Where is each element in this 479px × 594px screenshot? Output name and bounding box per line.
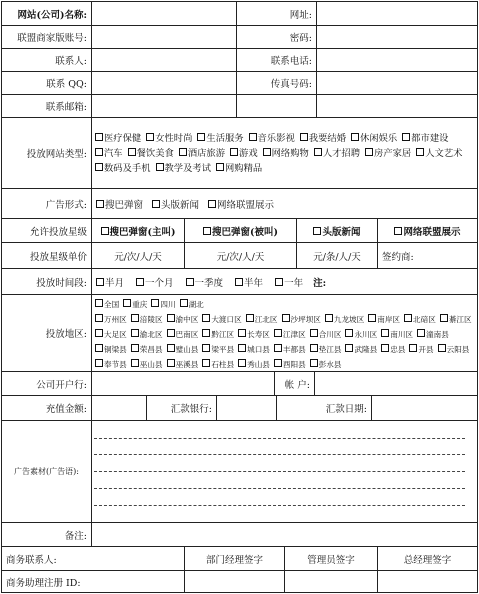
region-option[interactable]: 荣昌县 — [131, 342, 163, 357]
fax-field[interactable] — [317, 72, 477, 94]
biz-contact-label: 商务联系人: — [2, 547, 185, 570]
region-option[interactable]: 四川 — [151, 297, 175, 312]
row-period — [2, 269, 477, 295]
row-email — [2, 95, 477, 118]
checkbox-icon — [96, 200, 104, 208]
site-type-option[interactable]: 人文艺术 — [416, 146, 462, 161]
checkbox-icon — [203, 227, 211, 235]
row-account — [2, 26, 477, 49]
price-cell[interactable]: 元/次/人/天 — [92, 243, 185, 268]
admin-sign-label: 管理员签字 — [285, 547, 378, 570]
region-option[interactable]: 綦江区 — [440, 312, 472, 327]
checkbox-icon — [152, 200, 160, 208]
region-option[interactable]: 全国 — [95, 297, 119, 312]
ad-form-label: 广告形式: — [2, 189, 92, 218]
checkbox-icon — [202, 329, 210, 337]
checkbox-icon — [282, 314, 290, 322]
checkbox-icon — [274, 329, 282, 337]
dept-sign-field[interactable] — [185, 571, 285, 592]
guide-line — [94, 438, 465, 439]
remark-label: 备注: — [2, 523, 92, 546]
checkbox-icon — [416, 148, 424, 156]
gm-sign-field[interactable] — [378, 571, 477, 592]
checkbox-icon — [310, 344, 318, 352]
checkbox-icon — [404, 314, 412, 322]
site-type-option[interactable]: 游戏 — [230, 146, 258, 161]
qq-field[interactable] — [92, 72, 237, 94]
row-qq — [2, 72, 477, 95]
site-url-label: 网址: — [237, 2, 317, 25]
checkbox-icon — [202, 344, 210, 352]
checkbox-icon — [300, 133, 308, 141]
region-option[interactable]: 云阳县 — [438, 342, 470, 357]
region-option[interactable]: 丰都县 — [274, 342, 306, 357]
region-option[interactable]: 南岸区 — [368, 312, 400, 327]
checkbox-icon — [381, 329, 389, 337]
checkbox-icon — [310, 329, 318, 337]
site-type-option[interactable]: 都市建设 — [402, 131, 448, 146]
checkbox-icon — [230, 148, 238, 156]
site-type-option[interactable]: 酒店旅游 — [179, 146, 225, 161]
checkbox-icon — [314, 148, 322, 156]
checkbox-icon — [95, 299, 103, 307]
checkbox-icon — [167, 344, 175, 352]
star-option-cell[interactable]: 头版新闻 — [297, 219, 378, 242]
fax-label: 传真号码: — [237, 72, 317, 94]
checkbox-icon — [365, 148, 373, 156]
checkbox-icon — [440, 314, 448, 322]
site-type-option[interactable]: 生活服务 — [197, 131, 243, 146]
row-site-name — [2, 2, 477, 26]
site-type-options — [92, 118, 477, 188]
checkbox-icon — [275, 278, 283, 286]
checkbox-icon — [238, 344, 246, 352]
checkbox-icon — [131, 344, 139, 352]
amount-label: 充值金额: — [2, 396, 92, 420]
remit-bank-label: 汇款银行: — [147, 396, 217, 420]
site-type-option[interactable]: 医疗保健 — [95, 131, 141, 146]
checkbox-icon — [238, 329, 246, 337]
region-option[interactable]: 永川区 — [345, 327, 377, 342]
region-option[interactable]: 城口县 — [238, 342, 270, 357]
region-option[interactable]: 九龙坡区 — [325, 312, 364, 327]
row-biz-contact — [2, 547, 477, 571]
checkbox-icon — [345, 329, 353, 337]
checkbox-icon — [95, 148, 103, 156]
region-option[interactable]: 铜梁县 — [95, 342, 127, 357]
checkbox-icon — [167, 314, 175, 322]
period-label: 投放时间段: — [2, 269, 92, 294]
row-biz-assist — [2, 571, 477, 592]
checkbox-icon — [96, 278, 104, 286]
price-cell[interactable]: 元/条/人/天 — [297, 243, 378, 268]
guide-line — [94, 454, 465, 455]
site-name-field[interactable] — [92, 2, 237, 25]
signer-label: 签约商: — [382, 251, 414, 263]
checkbox-icon — [95, 163, 103, 171]
row-star-allowed — [2, 219, 477, 243]
checkbox-icon — [402, 133, 410, 141]
checkbox-icon — [136, 278, 144, 286]
region-option[interactable]: 渝北区 — [131, 327, 163, 342]
region-option[interactable]: 大足区 — [95, 327, 127, 342]
contact-label: 联系人: — [2, 49, 92, 71]
guide-line — [94, 471, 465, 472]
region-option[interactable]: 北碚区 — [404, 312, 436, 327]
region-option[interactable]: 合川区 — [310, 327, 342, 342]
account-field[interactable] — [92, 26, 237, 48]
checkbox-icon — [95, 314, 103, 322]
region-option[interactable]: 万州区 — [95, 312, 127, 327]
checkbox-icon — [202, 314, 210, 322]
admin-sign-field[interactable] — [285, 571, 378, 592]
star-option-cell[interactable]: 搜巴弹窗(主叫) — [92, 219, 185, 242]
qq-label: 联系 QQ: — [2, 72, 92, 94]
row-star-price — [2, 243, 477, 269]
password-label: 密码: — [237, 26, 317, 48]
site-type-option[interactable]: 我要结婚 — [300, 131, 346, 146]
region-option[interactable]: 彭水县 — [310, 357, 342, 371]
star-option-cell[interactable]: 网络联盟展示 — [378, 219, 477, 242]
period-option[interactable]: 一年 — [275, 275, 303, 289]
region-option[interactable]: 奉节县 — [95, 357, 127, 371]
checkbox-icon — [368, 314, 376, 322]
checkbox-icon — [310, 359, 318, 367]
account-label: 联盟商家版账号: — [2, 26, 92, 48]
checkbox-icon — [313, 227, 321, 235]
amount-field[interactable] — [92, 396, 147, 420]
region-option[interactable]: 梁平县 — [202, 342, 234, 357]
region-option[interactable]: 江津区 — [274, 327, 306, 342]
email-blank-cell — [237, 95, 317, 117]
star-price-label: 投放星级单价 — [2, 243, 92, 268]
checkbox-icon — [394, 227, 402, 235]
row-ad-form — [2, 189, 477, 219]
site-type-option[interactable]: 数码及手机 — [95, 161, 151, 176]
checkbox-icon — [167, 329, 175, 337]
remit-date-field[interactable] — [372, 396, 477, 420]
region-option[interactable]: 巫溪县 — [167, 357, 199, 371]
region-option[interactable]: 黔江区 — [202, 327, 234, 342]
dept-sign-label: 部门经理签字 — [185, 547, 285, 570]
account-no-label: 帐 户: — [275, 372, 315, 395]
area-label: 投放地区: — [2, 295, 92, 371]
period-option[interactable]: 半年 — [235, 275, 263, 289]
email-field[interactable] — [92, 95, 237, 117]
region-option[interactable]: 潼南县 — [417, 327, 449, 342]
phone-label: 联系电话: — [237, 49, 317, 71]
row-area — [2, 295, 477, 372]
row-remark — [2, 523, 477, 547]
period-options — [92, 269, 477, 294]
row-site-type — [2, 118, 477, 189]
checkbox-icon — [95, 344, 103, 352]
region-option[interactable]: 沙坪坝区 — [282, 312, 321, 327]
row-amount — [2, 396, 477, 421]
price-cell[interactable]: 元/次/人/天 — [185, 243, 297, 268]
checkbox-icon — [156, 163, 164, 171]
checkbox-icon — [208, 200, 216, 208]
checkbox-icon — [325, 314, 333, 322]
period-option[interactable]: 一个月 — [136, 275, 174, 289]
account-no-field[interactable] — [315, 372, 477, 395]
region-option[interactable]: 开县 — [409, 342, 433, 357]
region-option[interactable]: 秀山县 — [238, 357, 270, 371]
password-field[interactable] — [317, 26, 477, 48]
region-option[interactable]: 石柱县 — [202, 357, 234, 371]
checkbox-icon — [197, 133, 205, 141]
row-material — [2, 421, 477, 523]
ad-form-options — [92, 189, 477, 218]
remark-field[interactable] — [92, 523, 477, 546]
area-options — [92, 295, 477, 371]
checkbox-icon — [274, 344, 282, 352]
checkbox-icon — [235, 278, 243, 286]
checkbox-icon — [438, 344, 446, 352]
remit-bank-field[interactable] — [217, 396, 277, 420]
site-name-label: 网站(公司)名称: — [2, 2, 92, 25]
region-option[interactable]: 重庆 — [123, 297, 147, 312]
region-option[interactable]: 江北区 — [246, 312, 278, 327]
site-type-option[interactable]: 人才招聘 — [314, 146, 360, 161]
site-type-option[interactable]: 房产家居 — [365, 146, 411, 161]
checkbox-icon — [95, 359, 103, 367]
checkbox-icon — [131, 359, 139, 367]
ad-form-option[interactable]: 网络联盟展示 — [208, 197, 274, 211]
checkbox-icon — [186, 278, 194, 286]
region-option[interactable]: 璧山县 — [167, 342, 199, 357]
gm-sign-label: 总经理签字 — [403, 554, 452, 566]
site-type-option[interactable]: 音乐影视 — [249, 131, 295, 146]
bank-field[interactable] — [92, 372, 275, 395]
order-form — [1, 1, 478, 593]
region-option[interactable]: 湖北 — [180, 297, 204, 312]
row-contact — [2, 49, 477, 72]
site-type-option[interactable]: 网购精品 — [216, 161, 262, 176]
region-option[interactable]: 涪陵区 — [131, 312, 163, 327]
checkbox-icon — [179, 148, 187, 156]
email-blank-cell-2 — [317, 95, 477, 117]
region-option[interactable]: 武隆县 — [345, 342, 377, 357]
checkbox-icon — [101, 227, 109, 235]
guide-line — [94, 488, 465, 489]
checkbox-icon — [167, 359, 175, 367]
region-option[interactable]: 渝中区 — [167, 312, 199, 327]
checkbox-icon — [246, 314, 254, 322]
checkbox-icon — [381, 344, 389, 352]
site-type-option[interactable]: 汽车 — [95, 146, 123, 161]
checkbox-icon — [238, 359, 246, 367]
phone-field[interactable] — [317, 49, 477, 71]
period-option[interactable]: 一季度 — [186, 275, 224, 289]
site-type-option[interactable]: 休闲娱乐 — [351, 131, 397, 146]
ad-form-option[interactable]: 头版新闻 — [152, 197, 199, 211]
checkbox-icon — [95, 329, 103, 337]
region-option[interactable]: 忠县 — [381, 342, 405, 357]
checkbox-icon — [409, 344, 417, 352]
checkbox-icon — [249, 133, 257, 141]
site-type-option[interactable]: 女性时尚 — [146, 131, 192, 146]
row-bank — [2, 372, 477, 396]
biz-assist-label: 商务助理注册 ID: — [2, 571, 185, 592]
checkbox-icon — [151, 299, 159, 307]
region-option[interactable]: 酉阳县 — [274, 357, 306, 371]
checkbox-icon — [180, 299, 188, 307]
checkbox-icon — [202, 359, 210, 367]
site-type-option[interactable]: 网络购物 — [263, 146, 309, 161]
remit-date-label: 汇款日期: — [277, 396, 372, 420]
guide-line — [94, 505, 465, 506]
checkbox-icon — [123, 299, 131, 307]
region-option[interactable]: 大渡口区 — [202, 312, 241, 327]
note-label: 注: — [313, 277, 327, 289]
bank-label: 公司开户行: — [2, 372, 92, 395]
checkbox-icon — [417, 329, 425, 337]
checkbox-icon — [263, 148, 271, 156]
checkbox-icon — [274, 359, 282, 367]
region-option[interactable]: 长寿区 — [238, 327, 270, 342]
region-option[interactable]: 垫江县 — [310, 342, 342, 357]
star-option-cell[interactable]: 搜巴弹窗(被叫) — [185, 219, 297, 242]
checkbox-icon — [146, 133, 154, 141]
checkbox-icon — [351, 133, 359, 141]
checkbox-icon — [131, 314, 139, 322]
site-type-option[interactable]: 教学及考试 — [156, 161, 212, 176]
period-option[interactable]: 半月 — [96, 275, 124, 289]
checkbox-icon — [95, 133, 103, 141]
ad-form-option[interactable]: 搜巴弹窗 — [96, 197, 143, 211]
region-option[interactable]: 巫山县 — [131, 357, 163, 371]
site-url-field[interactable] — [317, 2, 477, 25]
site-type-label: 投放网站类型: — [2, 118, 92, 188]
checkbox-icon — [131, 329, 139, 337]
checkbox-icon — [345, 344, 353, 352]
region-option[interactable]: 巴南区 — [167, 327, 199, 342]
checkbox-icon — [128, 148, 136, 156]
contact-field[interactable] — [92, 49, 237, 71]
email-label: 联系邮箱: — [2, 95, 92, 117]
material-label: 广告素材(广告语): — [2, 421, 92, 522]
site-type-option[interactable]: 餐饮美食 — [128, 146, 174, 161]
star-allowed-label: 允许投放星级 — [2, 219, 92, 242]
region-option[interactable]: 南川区 — [381, 327, 413, 342]
checkbox-icon — [216, 163, 224, 171]
